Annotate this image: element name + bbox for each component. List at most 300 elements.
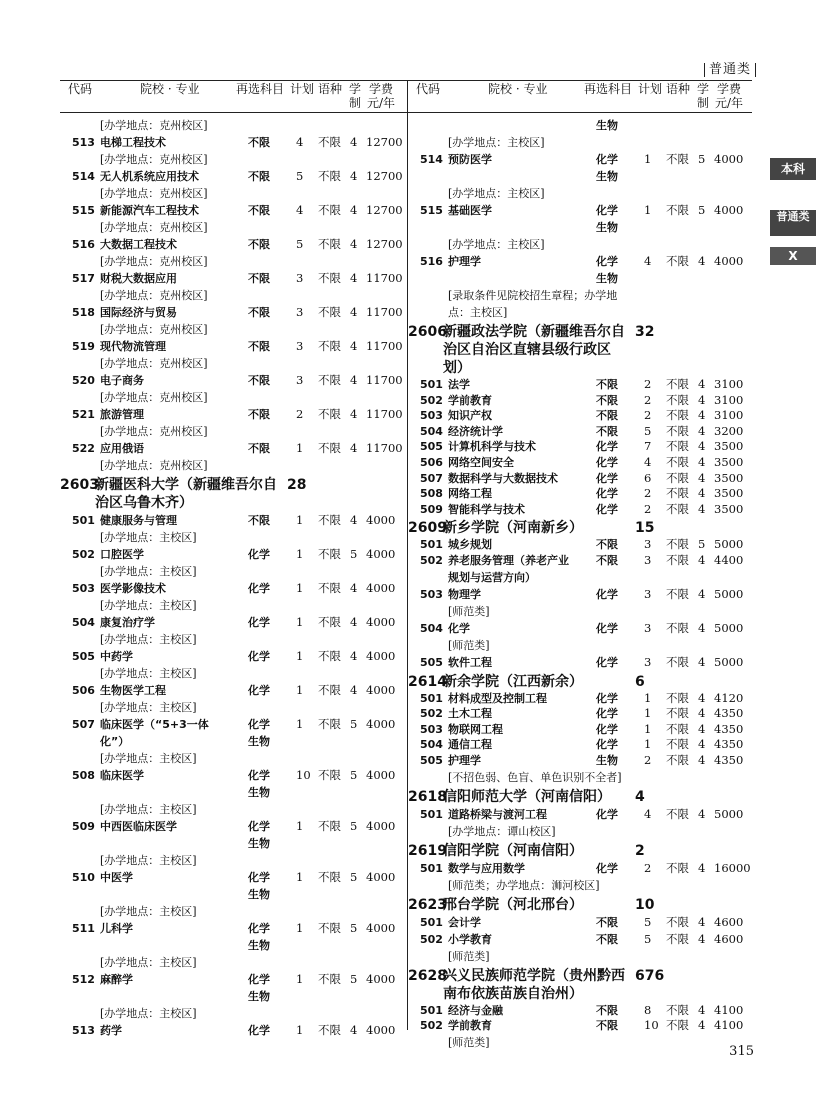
language: 不限 <box>318 135 341 149</box>
program-row <box>60 818 407 835</box>
program-row <box>60 971 407 988</box>
plan-count: 1 <box>296 441 304 455</box>
tuition: 3100 <box>714 392 744 407</box>
tuition: 3500 <box>714 439 744 454</box>
plan-count: 1 <box>644 721 652 736</box>
language: 不限 <box>318 819 341 833</box>
program-row-continued <box>60 937 407 954</box>
language: 不限 <box>318 169 341 183</box>
subject-requirement: 化学 <box>596 471 618 485</box>
school-name: 兴义民族师范学院（贵州黔西 <box>443 967 625 984</box>
col-school: 院校 · 专业 <box>140 82 200 96</box>
duration: 5 <box>350 717 358 731</box>
tuition: 11700 <box>366 441 403 455</box>
program-name: 口腔医学 <box>100 548 144 561</box>
subject-requirement: 化学 <box>596 255 618 268</box>
plan-count: 1 <box>644 706 652 721</box>
program-row <box>60 236 407 253</box>
tuition: 5000 <box>714 586 744 601</box>
subject-requirement: 不限 <box>248 170 270 183</box>
school-code: 2618 <box>408 788 447 805</box>
tuition: 5000 <box>714 620 744 635</box>
school-header <box>408 896 752 914</box>
program-row-continued <box>60 886 407 903</box>
school-name: 信阳师范大学（河南信阳） <box>443 788 611 805</box>
program-name: 电子商务 <box>100 374 144 387</box>
col-fee: 学费 元/年 <box>715 82 744 110</box>
program-name: 养老服务管理（养老产业 <box>448 553 569 567</box>
location-note: [办学地点：克州校区] <box>100 255 208 268</box>
program-row <box>60 406 407 423</box>
school-code: 2609 <box>408 520 447 537</box>
plan-count: 4 <box>644 454 652 469</box>
tuition: 11700 <box>366 271 403 285</box>
plan-count: 1 <box>296 870 304 884</box>
subject-requirement: 不限 <box>596 1019 618 1033</box>
school-plan: 2 <box>635 842 645 859</box>
program-code: 501 <box>420 1003 443 1017</box>
program-code: 507 <box>72 718 95 731</box>
duration: 4 <box>350 339 358 353</box>
duration: 4 <box>698 1018 706 1033</box>
language: 不限 <box>318 921 341 935</box>
subject-requirement: 生物 <box>248 990 270 1003</box>
location-note: [办学地点：克州校区] <box>100 119 208 132</box>
plan-count: 5 <box>644 914 652 929</box>
language: 不限 <box>318 649 341 663</box>
location-note: [办学地点：主校区] <box>100 854 197 867</box>
plan-count: 1 <box>296 683 304 697</box>
plan-count: 1 <box>296 581 304 595</box>
program-name: 电梯工程技术 <box>100 136 166 149</box>
tuition: 4350 <box>714 721 744 736</box>
program-row <box>408 424 752 440</box>
subject-requirement: 化学 <box>596 691 618 705</box>
tuition: 11700 <box>366 339 403 353</box>
plan-count: 6 <box>644 470 652 485</box>
school-code: 2614 <box>408 673 447 690</box>
language: 不限 <box>666 392 689 407</box>
program-row <box>60 168 407 185</box>
program-code: 508 <box>72 769 95 782</box>
subject-requirement: 化学 <box>248 718 270 731</box>
language: 不限 <box>318 271 341 285</box>
program-code: 501 <box>420 915 443 929</box>
program-name: 财税大数据应用 <box>100 272 177 285</box>
program-code: 503 <box>420 409 443 423</box>
program-code: 511 <box>72 922 95 935</box>
program-name: 中西医临床医学 <box>100 820 177 833</box>
subject-requirement: 不限 <box>248 340 270 353</box>
plan-count: 2 <box>644 501 652 516</box>
subject-requirement: 化学 <box>596 153 618 166</box>
program-row <box>60 270 407 287</box>
plan-count: 3 <box>644 586 652 601</box>
program-row <box>408 439 752 455</box>
program-row <box>408 931 752 948</box>
subject-requirement: 不限 <box>248 374 270 387</box>
program-code: 507 <box>420 471 443 485</box>
program-row <box>408 691 752 707</box>
tuition: 3500 <box>714 454 744 469</box>
subject-requirement: 化学 <box>596 807 618 821</box>
language: 不限 <box>318 203 341 217</box>
program-name: 经济统计学 <box>448 424 503 438</box>
program-name: 生物医学工程 <box>100 684 166 697</box>
plan-count: 1 <box>644 690 652 705</box>
language: 不限 <box>666 254 689 268</box>
subject-requirement: 化学 <box>596 502 618 516</box>
program-name: 智能科学与技术 <box>448 502 525 516</box>
language: 不限 <box>666 377 689 391</box>
duration: 4 <box>350 203 358 217</box>
subject-requirement: 生物 <box>248 735 270 748</box>
school-name-line <box>408 896 752 914</box>
plan-count: 3 <box>296 339 304 353</box>
program-code: 514 <box>72 170 95 183</box>
school-header <box>408 519 752 537</box>
subject-requirement: 化学 <box>248 548 270 561</box>
location-note: [办学地点：主校区] <box>100 956 197 969</box>
tuition: 16000 <box>714 860 751 875</box>
language: 不限 <box>318 513 341 527</box>
plan-count: 7 <box>644 439 652 454</box>
program-name: 护理学 <box>448 753 481 767</box>
program-row <box>408 860 752 877</box>
program-name: 健康服务与管理 <box>100 514 177 527</box>
col-lang: 语种 <box>318 82 343 96</box>
program-name: 网络工程 <box>448 487 492 501</box>
location-note: [办学地点：克州校区] <box>100 221 208 234</box>
program-code: 504 <box>420 621 443 635</box>
program-name: 大数据工程技术 <box>100 238 177 251</box>
program-name: 法学 <box>448 378 470 391</box>
language: 不限 <box>318 615 341 629</box>
tuition: 3500 <box>714 501 744 516</box>
subject-requirement: 化学 <box>248 616 270 629</box>
language: 不限 <box>318 407 341 421</box>
program-code: 501 <box>420 538 443 552</box>
plan-count: 5 <box>296 237 304 251</box>
school-code: 2623 <box>408 896 447 913</box>
program-row <box>408 753 752 769</box>
subject-requirement: 化学 <box>248 769 270 782</box>
plan-count: 1 <box>296 1023 304 1037</box>
program-row <box>408 455 752 471</box>
duration: 4 <box>350 237 358 251</box>
program-row-continued <box>408 117 752 134</box>
program-name: 现代物流管理 <box>100 340 166 353</box>
duration: 4 <box>698 408 706 423</box>
location-note: 点：主校区] <box>448 306 508 319</box>
program-name: 学前教育 <box>448 393 492 407</box>
program-code: 502 <box>72 548 95 561</box>
location-note: [办学地点：主校区] <box>100 803 197 816</box>
program-row <box>408 1018 752 1034</box>
subject-requirement: 化学 <box>596 722 618 736</box>
school-code: 2606 <box>408 324 447 340</box>
subject-requirement: 不限 <box>596 424 618 438</box>
program-code: 513 <box>72 1024 95 1037</box>
plan-count: 4 <box>296 203 304 217</box>
location-note: [师范类] <box>448 1035 490 1049</box>
location-note: [办学地点：克州校区] <box>100 153 208 166</box>
location-note: [办学地点：主校区] <box>100 565 197 578</box>
plan-count: 3 <box>644 552 652 567</box>
program-row <box>408 393 752 409</box>
subject-requirement: 不限 <box>248 272 270 285</box>
program-name: 基础医学 <box>448 204 492 217</box>
duration: 5 <box>350 547 358 561</box>
school-name-line <box>408 967 752 985</box>
subject-requirement: 生物 <box>248 786 270 799</box>
duration: 4 <box>698 423 706 438</box>
location-note: [办学地点：克州校区] <box>100 425 208 438</box>
program-code: 517 <box>72 272 95 285</box>
school-name: 新余学院（江西新余） <box>443 673 583 690</box>
plan-count: 2 <box>644 860 652 875</box>
plan-count: 10 <box>296 768 311 782</box>
program-name: 道路桥梁与渡河工程 <box>448 807 547 821</box>
program-row-continued <box>408 569 752 586</box>
duration: 4 <box>698 806 706 821</box>
program-row <box>60 869 407 886</box>
program-row <box>60 920 407 937</box>
program-row <box>408 806 752 823</box>
language: 不限 <box>666 860 689 875</box>
school-plan: 676 <box>635 967 665 984</box>
duration: 4 <box>698 931 706 946</box>
location-note: [师范类] <box>448 949 490 963</box>
plan-count: 1 <box>296 513 304 527</box>
program-name: 城乡规划 <box>448 538 492 552</box>
program-code: 501 <box>420 861 443 875</box>
plan-count: 8 <box>644 1002 652 1017</box>
program-code: 501 <box>72 514 95 527</box>
language: 不限 <box>318 547 341 561</box>
program-name: 物联网工程 <box>448 722 503 736</box>
tuition: 5000 <box>714 537 744 552</box>
program-name: 护理学 <box>448 255 481 268</box>
program-name: 医学影像技术 <box>100 582 166 595</box>
program-code: 501 <box>420 378 443 391</box>
location-note: [办学地点：主校区] <box>448 136 545 149</box>
language: 不限 <box>318 237 341 251</box>
duration: 4 <box>698 254 706 268</box>
school-code: 2628 <box>408 967 447 984</box>
program-name: 麻醉学 <box>100 973 133 986</box>
table-header-rule <box>60 112 752 113</box>
tuition: 12700 <box>366 135 403 149</box>
plan-count: 3 <box>644 654 652 669</box>
plan-count: 2 <box>644 377 652 391</box>
subject-requirement: 不限 <box>596 538 618 552</box>
duration: 4 <box>698 860 706 875</box>
program-code: 519 <box>72 340 95 353</box>
tuition: 12700 <box>366 203 403 217</box>
program-code: 512 <box>72 973 95 986</box>
duration: 4 <box>350 373 358 387</box>
program-row <box>60 716 407 733</box>
language: 不限 <box>318 683 341 697</box>
program-row-continued <box>60 733 407 750</box>
duration: 4 <box>698 470 706 485</box>
tuition: 12700 <box>366 169 403 183</box>
school-name-line <box>408 842 752 860</box>
tuition: 4000 <box>714 152 744 166</box>
school-name-line <box>60 476 407 494</box>
col-code: 代码 <box>416 82 441 96</box>
subject-requirement: 化学 <box>596 455 618 469</box>
program-row <box>60 202 407 219</box>
program-row <box>60 440 407 457</box>
school-plan: 15 <box>635 520 655 537</box>
subject-requirement: 化学 <box>596 621 618 635</box>
col-lang: 语种 <box>666 82 691 96</box>
language: 不限 <box>666 454 689 469</box>
duration: 4 <box>698 752 706 767</box>
duration: 5 <box>698 152 706 166</box>
language: 不限 <box>666 914 689 929</box>
duration: 4 <box>698 706 706 721</box>
program-row <box>60 648 407 665</box>
language: 不限 <box>666 690 689 705</box>
duration: 4 <box>698 914 706 929</box>
col-subject: 再选科目 <box>236 82 285 96</box>
language: 不限 <box>318 339 341 353</box>
program-row <box>408 151 752 168</box>
plan-count: 1 <box>296 615 304 629</box>
subject-requirement: 不限 <box>596 1003 618 1017</box>
tuition: 3500 <box>714 486 744 501</box>
location-note: [办学地点：主校区] <box>100 752 197 765</box>
plan-count: 2 <box>644 392 652 407</box>
program-name: 学前教育 <box>448 1019 492 1033</box>
plan-count: 1 <box>296 717 304 731</box>
program-row <box>408 1003 752 1019</box>
language: 不限 <box>318 581 341 595</box>
col-years: 学 制 <box>697 82 710 110</box>
tuition: 4100 <box>714 1018 744 1033</box>
language: 不限 <box>318 972 341 986</box>
duration: 4 <box>698 737 706 752</box>
duration: 5 <box>350 819 358 833</box>
language: 不限 <box>666 721 689 736</box>
program-row <box>408 737 752 753</box>
program-code: 502 <box>420 1019 443 1033</box>
program-code: 503 <box>72 582 95 595</box>
location-note: [办学地点：克州校区] <box>100 289 208 302</box>
plan-count: 10 <box>644 1018 659 1033</box>
program-name: 应用俄语 <box>100 442 144 455</box>
program-code: 516 <box>72 238 95 251</box>
location-note: [办学地点：克州校区] <box>100 323 208 336</box>
page-number: 315 <box>729 1044 754 1059</box>
language: 不限 <box>666 152 689 166</box>
tab-general: 普通类 <box>770 210 816 236</box>
language: 不限 <box>666 552 689 567</box>
program-row <box>408 620 752 637</box>
location-note: [办学地点：主校区] <box>100 667 197 680</box>
subject-requirement: 化学 <box>248 650 270 663</box>
program-code: 504 <box>420 738 443 752</box>
school-name-line <box>408 985 752 1003</box>
tuition: 4350 <box>714 706 744 721</box>
language: 不限 <box>666 706 689 721</box>
school-name: 治区自治区直辖县级行政区 <box>443 342 611 358</box>
school-name: 治区乌鲁木齐） <box>95 495 193 511</box>
subject-requirement: 不限 <box>248 204 270 217</box>
program-name: 新能源汽车工程技术 <box>100 204 199 217</box>
location-note: [办学地点：主校区] <box>100 599 197 612</box>
tuition: 4000 <box>366 717 396 731</box>
program-row <box>408 377 752 393</box>
language: 不限 <box>666 654 689 669</box>
tuition: 4100 <box>714 1002 744 1017</box>
plan-count: 2 <box>644 752 652 767</box>
school-code: 2603 <box>60 477 99 493</box>
location-note: [办学地点：克州校区] <box>100 459 208 472</box>
program-row-continued <box>408 168 752 185</box>
language: 不限 <box>666 470 689 485</box>
subject-requirement: 生物 <box>248 939 270 952</box>
language: 不限 <box>666 537 689 552</box>
duration: 5 <box>698 537 706 552</box>
subject-requirement: 化学 <box>248 820 270 833</box>
program-name: 化”） <box>100 735 130 748</box>
school-name: 邢台学院（河北邢台） <box>443 896 583 913</box>
duration: 4 <box>698 654 706 669</box>
program-name: 数据科学与大数据技术 <box>448 471 558 485</box>
school-name: 新疆医科大学（新疆维吾尔自 <box>95 477 277 493</box>
language: 不限 <box>318 1023 341 1037</box>
tuition: 3100 <box>714 408 744 423</box>
tuition: 4000 <box>366 921 396 935</box>
col-plan: 计划 <box>290 82 315 96</box>
program-row <box>408 586 752 603</box>
program-row <box>60 546 407 563</box>
program-code: 515 <box>72 204 95 217</box>
duration: 5 <box>350 972 358 986</box>
location-note: [师范类] <box>448 638 490 652</box>
plan-count: 1 <box>644 737 652 752</box>
subject-requirement: 不限 <box>248 514 270 527</box>
program-code: 505 <box>420 753 443 767</box>
language: 不限 <box>666 931 689 946</box>
program-row <box>408 706 752 722</box>
program-row-continued <box>60 835 407 852</box>
subject-requirement: 生物 <box>596 170 618 183</box>
program-code: 508 <box>420 487 443 501</box>
duration: 4 <box>698 377 706 391</box>
subject-requirement: 化学 <box>248 684 270 697</box>
program-name: 物理学 <box>448 587 481 601</box>
col-school: 院校 · 专业 <box>488 82 548 96</box>
program-row <box>60 512 407 529</box>
duration: 4 <box>350 441 358 455</box>
language: 不限 <box>666 1018 689 1033</box>
program-name: 土木工程 <box>448 707 492 721</box>
duration: 4 <box>350 649 358 663</box>
program-row <box>60 682 407 699</box>
duration: 4 <box>698 586 706 601</box>
subject-requirement: 生物 <box>596 221 618 234</box>
plan-count: 2 <box>644 408 652 423</box>
program-name: 国际经济与贸易 <box>100 306 177 319</box>
tuition: 4000 <box>714 254 744 268</box>
school-header <box>408 842 752 860</box>
school-name-line <box>408 341 752 359</box>
